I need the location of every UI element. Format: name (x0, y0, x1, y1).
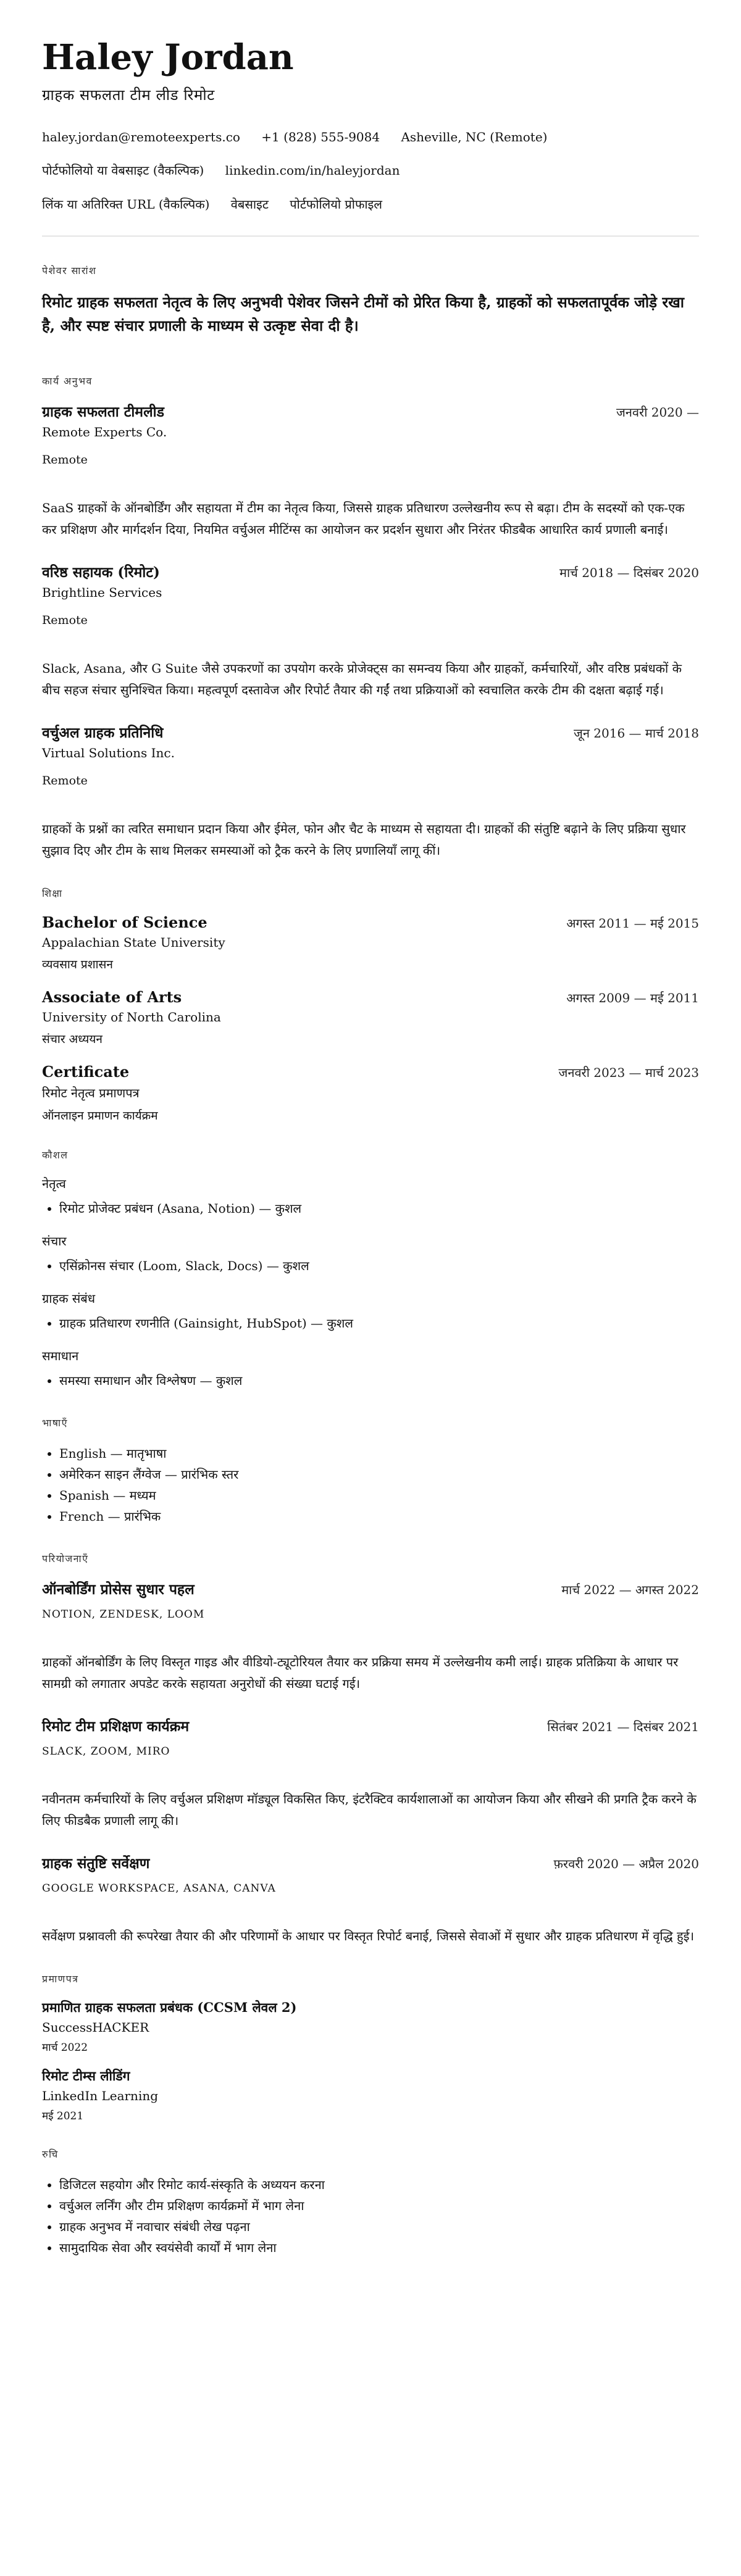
degree: Certificate (42, 1062, 130, 1081)
resume-header (42, 39, 699, 212)
language-item: • French — प्रारंभिक (59, 1506, 699, 1527)
section-title: परियोजनाएँ (42, 1552, 89, 1564)
project-description: नवीनतम कर्मचारियों के लिए वर्चुअल प्रशिक्षण मॉड्यूल विकसित किए, इंटरैक्टिव कार्यशालाओं का आयोजन किया और सीखने की प्रगति ट्रैक करने के लिए फीडबैक प्रणाली लागू की। (42, 1791, 697, 1828)
summary-text: रिमोट ग्राहक सफलता नेतृत्व के लिए अनुभवी पेशेवर जिसने टीमों को प्रेरित किया है, ग्राहकों को सफलतापूर्वक जोड़े रखा है, और स्पष्ट संचार प्रणाली के माध्यम से उत्कृष्ट सेवा दी है। (42, 293, 684, 335)
job-description: SaaS ग्राहकों के ऑनबोर्डिंग और सहायता में टीम का नेतृत्व किया, जिससे ग्राहक प्रतिधारण उल्लेखनीय रूप से बढ़ा। टीम के सदस्यों को एक-एक कर प्रशिक्षण और मार्गदर्शन दिया, नियमित वर्चुअल मीटिंग्स का आयोजन कर प्रदर्शन सुधारा और निरंतर फीडबैक आधारित कार्य प्रणाली बनाई। (42, 500, 685, 537)
skill-item: • समस्या समाधान और विश्लेषण — कुशल (59, 1370, 699, 1391)
projects-section (42, 1552, 699, 1947)
project-tools: SLACK, ZOOM, MIRO (42, 1745, 170, 1758)
interest-item: • सामुदायिक सेवा और स्वयंसेवी कार्यों में भाग लेना (59, 2237, 699, 2258)
job-dates: जून 2016 — मार्च 2018 (573, 725, 699, 741)
education-dates: जनवरी 2023 — मार्च 2023 (558, 1065, 699, 1080)
language-item: • अमेरिकन साइन लैंग्वेज — प्रारंभिक स्तर (59, 1464, 699, 1485)
skill-group (42, 1290, 699, 1334)
school: University of North Carolina (42, 1009, 221, 1024)
experience-entry (42, 401, 699, 541)
skill-group-title: संचार (42, 1233, 67, 1249)
project-description: सर्वेक्षण प्रश्नावली की रूपरेखा तैयार की और परिणामों के आधार पर विस्तृत रिपोर्ट बनाई, जिससे सेवाओं में सुधार और ग्राहक प्रतिधारण में वृद्धि हुई। (42, 1928, 695, 1943)
section-title: शिक्षा (42, 887, 63, 899)
experience-section (42, 374, 699, 862)
field-of-study: व्यवसाय प्रशासन (42, 957, 113, 971)
education-entry (42, 913, 699, 972)
job-dates: जनवरी 2020 — (616, 404, 699, 420)
interest-item: • ग्राहक अनुभव में नवाचार संबंधी लेख पढ़ना (59, 2216, 699, 2237)
field-of-study: संचार अध्ययन (42, 1032, 103, 1046)
skill-item: • ग्राहक प्रतिधारण रणनीति (Gainsight, HubSpot) — कुशल (59, 1313, 699, 1334)
job-description: ग्राहकों के प्रश्नों का त्वरित समाधान प्रदान किया और ईमेल, फोन और चैट के माध्यम से सहायता दी। ग्राहकों की संतुष्टि बढ़ाने के लिए प्रक्रिया सुधार सुझाव दिए और टीम के साथ मिलकर समस्याओं को ट्रैक करने के लिए प्रणालियाँ लागू कीं। (42, 821, 686, 858)
section-title: भाषाएँ (42, 1416, 68, 1429)
skill-item: • रिमोट प्रोजेक्ट प्रबंधन (Asana, Notion) — कुशल (59, 1198, 699, 1219)
website-link[interactable]: वेबसाइट (230, 196, 269, 212)
job-title: वर्चुअल ग्राहक प्रतिनिधि (42, 724, 164, 741)
project-dates: सितंबर 2021 — दिसंबर 2021 (547, 1719, 699, 1734)
skills-section (42, 1148, 699, 1391)
interest-item: • वर्चुअल लर्निंग और टीम प्रशिक्षण कार्यक्रमों में भाग लेना (59, 2195, 699, 2216)
candidate-headline: ग्राहक सफलता टीम लीड रिमोट (42, 86, 215, 104)
certification-date: मार्च 2022 (42, 2041, 88, 2054)
skill-group-title: समाधान (42, 1348, 79, 1363)
education-entry (42, 1063, 699, 1123)
project-name: रिमोट टीम प्रशिक्षण कार्यक्रम (42, 1718, 190, 1735)
employer: Remote Experts Co. (42, 424, 167, 439)
certification-entry (42, 2067, 699, 2122)
certification-issuer: LinkedIn Learning (42, 2088, 159, 2103)
skill-group-title: ग्राहक संबंध (42, 1290, 96, 1306)
job-dates: मार्च 2018 — दिसंबर 2020 (559, 565, 699, 580)
certification-name: रिमोट टीम्स लीडिंग (42, 2067, 130, 2084)
portfolio-profile-link[interactable]: पोर्टफोलियो प्रोफाइल (290, 196, 382, 212)
section-title: कौशल (42, 1149, 69, 1161)
education-section (42, 886, 699, 1123)
field-of-study: ऑनलाइन प्रमाणन कार्यक्रम (42, 1108, 158, 1123)
contact-line-links (42, 162, 699, 178)
job-title: ग्राहक सफलता टीमलीड (42, 403, 164, 420)
employer: Virtual Solutions Inc. (42, 745, 175, 760)
skill-group-title: नेतृत्व (42, 1176, 66, 1191)
degree: Bachelor of Science (42, 913, 207, 931)
education-entry (42, 988, 699, 1047)
linkedin-link[interactable]: linkedin.com/in/haleyjordan (225, 162, 400, 178)
skill-item: • एसिंक्रोनस संचार (Loom, Slack, Docs) — कुशल (59, 1255, 699, 1276)
job-location: Remote (42, 452, 88, 467)
school: रिमोट नेतृत्व प्रमाणपत्र (42, 1085, 140, 1100)
location: Asheville, NC (Remote) (401, 129, 548, 144)
language-item: • Spanish — मध्यम (59, 1485, 699, 1506)
language-item: • English — मातृभाषा (59, 1443, 699, 1464)
job-description: Slack, Asana, और G Suite जैसे उपकरणों का उपयोग करके प्रोजेक्ट्स का समन्वय किया और ग्राहकों, कर्मचारियों, और वरिष्ठ प्रबंधकों के बीच सहज संचार सुनिश्चित किया। महत्वपूर्ण दस्तावेज और रिपोर्ट तैयार की गईं तथा प्रक्रियाओं को स्वचालित करके टीम की दक्षता बढ़ाई गई। (42, 660, 682, 697)
certification-name: प्रमाणित ग्राहक सफलता प्रबंधक (CCSM लेवल 2) (42, 1999, 297, 2015)
project-dates: मार्च 2022 — अगस्त 2022 (561, 1582, 699, 1597)
certification-entry (42, 1999, 699, 2054)
skill-group (42, 1232, 699, 1276)
school: Appalachian State University (42, 934, 225, 950)
contact-line-primary (42, 130, 699, 144)
section-title: रुचि (42, 2148, 59, 2160)
job-title: वरिष्ठ सहायक (रिमोट) (42, 563, 160, 581)
interests-section (42, 2147, 699, 2258)
project-tools: NOTION, ZENDESK, LOOM (42, 1608, 205, 1621)
employer: Brightline Services (42, 584, 162, 600)
project-tools: GOOGLE WORKSPACE, ASANA, CANVA (42, 1882, 276, 1895)
certification-date: मई 2021 (42, 2109, 84, 2122)
experience-entry (42, 722, 699, 862)
certification-issuer: SuccessHACKER (42, 2019, 149, 2035)
project-name: ग्राहक संतुष्टि सर्वेक्षण (42, 1855, 150, 1872)
project-description: ग्राहकों ऑनबोर्डिंग के लिए विस्तृत गाइड और वीडियो-ट्यूटोरियल तैयार कर प्रक्रिया समय में उल्लेखनीय कमी लाई। ग्राहक प्रतिक्रिया के आधार पर सामग्री को लगातार अपडेट करके सहायता अनुरोधों की संख्या घटाई गई। (42, 1654, 679, 1691)
languages-section (42, 1416, 699, 1527)
section-title: पेशेवर सारांश (42, 264, 97, 276)
job-location: Remote (42, 773, 88, 787)
certifications-section (42, 1972, 699, 2122)
education-dates: अगस्त 2011 — मई 2015 (566, 915, 699, 931)
project-name: ऑनबोर्डिंग प्रोसेस सुधार पहल (42, 1581, 195, 1598)
project-entry (42, 1716, 699, 1832)
job-location: Remote (42, 613, 88, 627)
education-dates: अगस्त 2009 — मई 2011 (566, 990, 699, 1005)
contact-line-extra (42, 196, 699, 212)
skill-group (42, 1347, 699, 1391)
summary-section (42, 264, 699, 338)
portfolio-label: पोर्टफोलियो या वेबसाइट (वैकल्पिक) (42, 162, 204, 178)
section-title: प्रमाणपत्र (42, 1972, 79, 1985)
interest-item: • डिजिटल सहयोग और रिमोट कार्य-संस्कृति के अध्ययन करना (59, 2174, 699, 2195)
phone-number: +1 (828) 555-9084 (261, 129, 380, 144)
email-link[interactable]: haley.jordan@remoteexperts.co (42, 129, 240, 144)
degree: Associate of Arts (42, 987, 182, 1006)
project-entry (42, 1579, 699, 1695)
extra-url-label: लिंक या अतिरिक्त URL (वैकल्पिक) (42, 196, 210, 212)
project-entry (42, 1853, 699, 1947)
skill-group (42, 1175, 699, 1219)
section-title: कार्य अनुभव (42, 375, 93, 387)
project-dates: फ़रवरी 2020 — अप्रैल 2020 (553, 1856, 699, 1871)
experience-entry (42, 562, 699, 701)
candidate-name: Haley Jordan (42, 37, 294, 78)
